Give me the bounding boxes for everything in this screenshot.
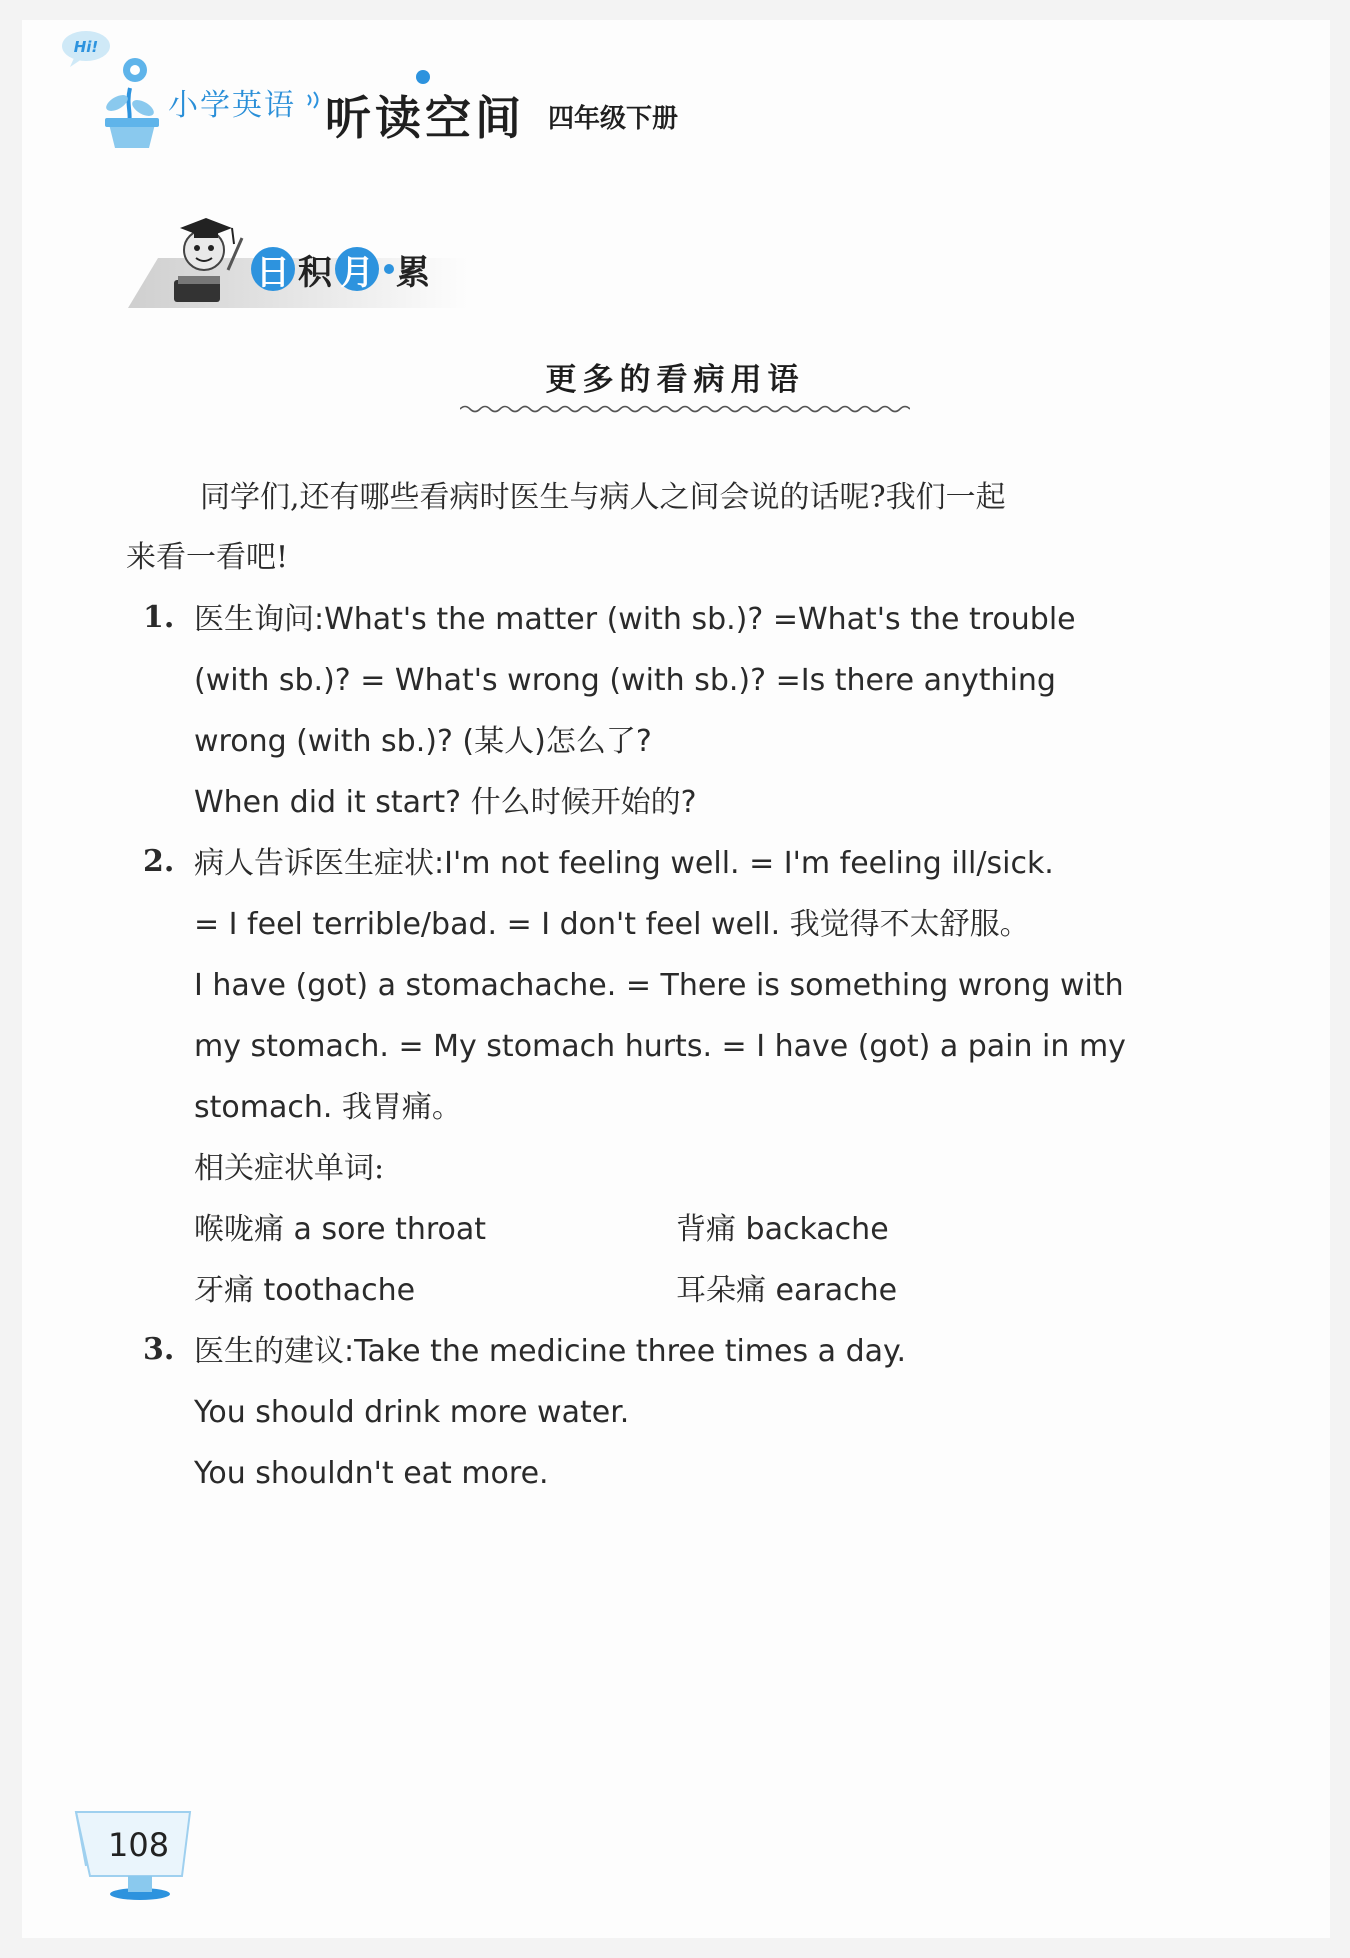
scholar-mascot-icon [170, 210, 246, 306]
item-1-line-3: wrong (with sb.)? (某人)怎么了? [194, 724, 652, 759]
item-2-line-3: I have (got) a stomachache. = There is something wrong with [194, 968, 1124, 1003]
sound-wave-icon [305, 90, 323, 110]
grade-label: 四年级下册 [548, 104, 679, 134]
item-2-line-2: = I feel terrible/bad. = I don't feel well. 我觉得不太舒服。 [194, 907, 1030, 942]
item-2-line-4: my stomach. = My stomach hurts. = I have (got) a pain in my [194, 1029, 1126, 1064]
title-wavy-underline [460, 402, 910, 416]
flower-pot-icon [95, 48, 165, 148]
badge-char-ji: 积 [298, 252, 332, 293]
badge-char-ri: 日 [251, 247, 295, 291]
series-title: 小学英语 [168, 88, 296, 123]
intro-line-2: 来看一看吧! [126, 540, 289, 575]
item-1-line-4: When did it start? 什么时候开始的? [194, 785, 697, 820]
hi-text: Hi! [73, 38, 99, 56]
item-number-2: 2. [143, 844, 175, 879]
item-number-1: 1. [143, 600, 175, 635]
item-2-line-5: stomach. 我胃痛。 [194, 1090, 462, 1125]
badge-dot [384, 264, 394, 274]
section-badge [248, 244, 430, 294]
item-2-line-1: 病人告诉医生症状:I'm not feeling well. = I'm feeling ill/sick. [194, 846, 1054, 881]
item-1-line-1: 医生询问:What's the matter (with sb.)? =What's the trouble [194, 602, 1076, 637]
item-number-3: 3. [143, 1332, 175, 1367]
page-number: 108 [108, 1826, 170, 1864]
symptom-earache: 耳朵痛 earache [676, 1273, 898, 1308]
symptom-words-label: 相关症状单词: [194, 1151, 385, 1186]
badge-char-lei: 累 [396, 252, 430, 293]
intro-line-1: 同学们,还有哪些看病时医生与病人之间会说的话呢?我们一起 [200, 480, 1006, 515]
item-3-line-3: You shouldn't eat more. [194, 1456, 549, 1491]
symptom-backache: 背痛 backache [676, 1212, 889, 1247]
item-3-line-2: You should drink more water. [194, 1395, 630, 1430]
symptom-sore-throat: 喉咙痛 a sore throat [194, 1212, 487, 1247]
item-1-line-2: (with sb.)? = What's wrong (with sb.)? =Is there anything [194, 663, 1056, 698]
badge-char-yue: 月 [335, 247, 379, 291]
item-3-line-1: 医生的建议:Take the medicine three times a day. [194, 1334, 907, 1369]
page-title: 更多的看病用语 [545, 362, 805, 398]
brand-dot [416, 70, 430, 84]
symptom-toothache: 牙痛 toothache [194, 1273, 416, 1308]
brand-title: 听读空间 [325, 91, 525, 145]
